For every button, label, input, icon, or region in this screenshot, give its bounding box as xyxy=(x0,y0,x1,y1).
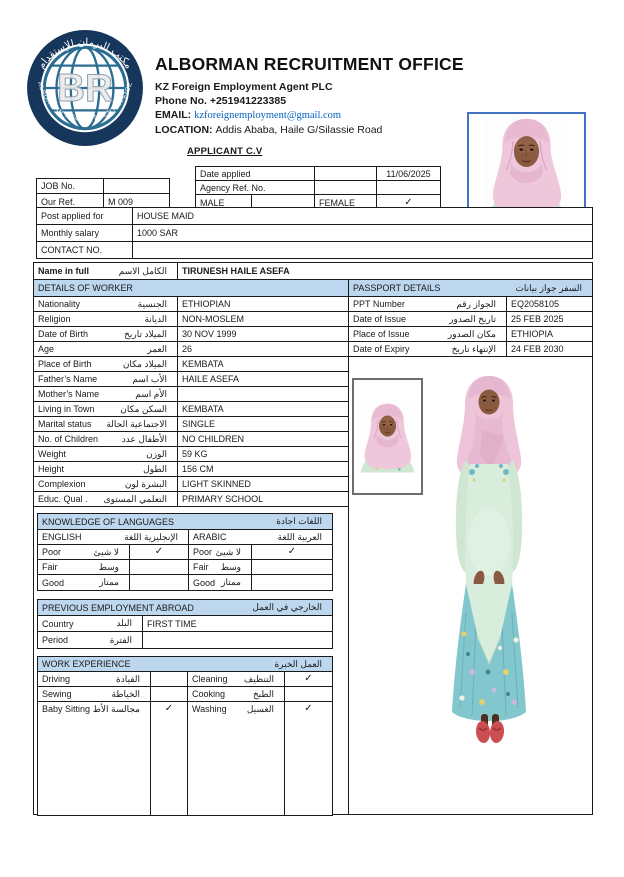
height-value: 156 CM xyxy=(177,462,348,476)
check-icon: ✓ xyxy=(287,546,297,557)
job-no-label: JOB No. xyxy=(41,181,76,191)
row-living-in-town: Living in Town السكن مكان KEMBATA xyxy=(34,402,348,417)
agent-line: KZ Foreign Employment Agent PLC xyxy=(155,81,333,93)
row-weight: Weight الوزن 59 KG xyxy=(34,447,348,462)
our-ref-value: M 009 xyxy=(103,194,169,209)
agency-ref-value xyxy=(376,181,440,194)
center-divider xyxy=(348,280,349,814)
row-date-of-expiry: Date of Expiry الإنتهاء تاريخ 24 FEB 2030 xyxy=(349,342,592,357)
row-nationality: Nationality الجنسية ETHIOPIAN xyxy=(34,297,348,312)
svg-text:مكتب البرمان للإستقدام: مكتب البرمان للإستقدام xyxy=(36,37,134,72)
sewing-cooking-row: Sewing الخياطة Cooking الطبخ xyxy=(38,687,332,702)
sewing-checkbox xyxy=(150,687,187,701)
full-body-photo xyxy=(442,372,536,746)
job-no-value xyxy=(103,179,169,193)
row-complexion: Complexion البشرة لون LIGHT SKINNED xyxy=(34,477,348,492)
svg-text:BR: BR xyxy=(57,67,113,111)
period-value xyxy=(142,632,332,648)
good-row: Good ممتاز Good ممتاز xyxy=(38,575,332,590)
agency-ref-row xyxy=(196,181,440,195)
check-icon: ✓ xyxy=(404,196,413,208)
no-of-children-value: NO CHILDREN xyxy=(177,432,348,446)
poor-row: Poor لا شيئ ✓ Poor لا شيئ ✓ xyxy=(38,545,332,560)
row-religion: Religion الديانة NON-MOSLEM xyxy=(34,312,348,327)
post-label: Post applied for xyxy=(41,211,104,221)
english-header: ENGLISH الإنجليزية اللغة xyxy=(42,531,178,542)
previous-employment-header: PREVIOUS EMPLOYMENT ABROAD الخارجي في العمل xyxy=(38,600,332,616)
fair-row: Fair وسط Fair وسط xyxy=(38,560,332,575)
post-value: HOUSE MAID xyxy=(132,208,592,224)
cleaning-checkbox xyxy=(284,672,332,686)
section-header-band xyxy=(34,280,592,297)
agency-ref-label: Agency Ref. No. xyxy=(200,182,266,193)
date-of-issue-value: 25 FEB 2025 xyxy=(506,312,592,326)
row-height: Height الطول 156 CM xyxy=(34,462,348,477)
living-in-town-value: KEMBATA xyxy=(177,402,348,416)
contact-row xyxy=(37,242,592,258)
english-poor-checkbox xyxy=(129,545,188,559)
country-value: FIRST TIME xyxy=(142,616,332,631)
name-value: TIRUNESH HAILE ASEFA xyxy=(177,263,592,279)
driving-checkbox xyxy=(150,672,187,686)
page-title: APPLICANT C.V xyxy=(187,146,263,157)
previous-employment-table xyxy=(37,599,333,649)
phone-line: Phone No. +251941223385 xyxy=(155,94,287,107)
marital-status-value: SINGLE xyxy=(177,417,348,431)
email-link[interactable]: kzforeignemployment@gmail.com xyxy=(194,110,342,121)
religion-value: NON-MOSLEM xyxy=(177,312,348,326)
globe-br-logo-icon xyxy=(24,27,146,149)
job-ref-table xyxy=(36,178,170,210)
row-ppt-number: PPT Number الجواز رقم EQ2058105 xyxy=(349,297,592,312)
job-no-row xyxy=(37,179,169,194)
location-value: Addis Ababa, Haile G/Silassie Road xyxy=(215,124,383,136)
arabic-header: ARABIC العربية اللغة xyxy=(188,530,332,544)
date-gender-table xyxy=(195,166,441,211)
nationality-value: ETHIOPIAN xyxy=(177,297,348,311)
post-row xyxy=(37,208,592,225)
date-of-birth-value: 30 NOV 1999 xyxy=(177,327,348,341)
applicant-photo xyxy=(467,112,586,222)
passport-table xyxy=(349,297,592,357)
post-table xyxy=(36,207,593,259)
row-place-of-issue: Place of Issue مكان الصدور ETHIOPIA xyxy=(349,327,592,342)
arabic-fair-checkbox xyxy=(251,560,332,574)
arabic-poor-checkbox xyxy=(251,545,332,559)
row-mothers-name: Mother’s Name الأم اسم xyxy=(34,387,348,402)
empty-cell xyxy=(314,167,376,180)
washing-checkbox xyxy=(284,702,332,815)
check-icon: ✓ xyxy=(164,703,174,714)
row-marital-status: Marital status الاجتماعية الحالة SINGLE xyxy=(34,417,348,432)
arabic-good-checkbox xyxy=(251,575,332,590)
row-date-of-issue: Date of Issue تاريخ الصدور 25 FEB 2025 xyxy=(349,312,592,327)
location-label: LOCATION: xyxy=(155,124,213,136)
work-experience-table xyxy=(37,656,333,816)
weight-value: 59 KG xyxy=(177,447,348,461)
salary-label: Monthly salary xyxy=(41,228,100,238)
fathers-name-value: HAILE ASEFA xyxy=(177,372,348,386)
period-row: Period الفترة xyxy=(38,632,332,648)
email-label: EMAIL: xyxy=(155,109,192,121)
languages-header: KNOWLEDGE OF LANGUAGES اللغات اجادة xyxy=(38,514,332,530)
small-photo xyxy=(352,378,423,495)
female-label: FEMALE xyxy=(314,195,376,210)
date-applied-label: Date applied xyxy=(200,168,251,179)
row-age: Age العمر 26 xyxy=(34,342,348,357)
svg-text:ALBORMAN RECRUITMENT OFFICE: ALBORMAN RECRUITMENT OFFICE xyxy=(36,81,134,123)
place-of-birth-value: KEMBATA xyxy=(177,357,348,371)
row-no-of-children: No. of Children الأطفال عدد NO CHILDREN xyxy=(34,432,348,447)
our-ref-label: Our Ref. xyxy=(41,196,76,207)
english-fair-checkbox xyxy=(129,560,188,574)
work-experience-header: WORK EXPERIENCE العمل الخبرة xyxy=(38,657,332,672)
languages-table xyxy=(37,513,333,591)
company-logo xyxy=(24,27,146,149)
male-label: MALE xyxy=(200,197,225,208)
educ-qual-value: PRIMARY SCHOOL xyxy=(177,492,348,506)
date-of-expiry-value: 24 FEB 2030 xyxy=(506,342,592,356)
salary-row xyxy=(37,225,592,242)
worker-details-table xyxy=(34,297,348,507)
check-icon: ✓ xyxy=(304,673,313,684)
country-row: Country البلد FIRST TIME xyxy=(38,616,332,632)
row-fathers-name: Father’s Name الأب اسم HAILE ASEFA xyxy=(34,372,348,387)
name-row xyxy=(34,263,592,280)
age-value: 26 xyxy=(177,342,348,356)
check-icon: ✓ xyxy=(154,546,164,557)
row-date-of-birth: Date of Birth الميلاد تاريخ 30 NOV 1999 xyxy=(34,327,348,342)
org-name: ALBORMAN RECRUITMENT OFFICE xyxy=(155,54,464,74)
language-names-row xyxy=(38,530,332,545)
name-label: Name in full الكامل الاسم xyxy=(38,265,167,276)
mothers-name-value xyxy=(177,387,348,401)
row-place-of-birth: Place of Birth الميلاد مكان KEMBATA xyxy=(34,357,348,372)
english-good-checkbox xyxy=(129,575,188,590)
contact-value xyxy=(132,242,592,258)
complexion-value: LIGHT SKINNED xyxy=(177,477,348,491)
date-applied-row xyxy=(196,167,440,181)
details-of-worker-header: DETAILS OF WORKER xyxy=(34,280,348,296)
contact-label: CONTACT NO. xyxy=(41,245,103,255)
row-educ-qual: Educ. Qual . التعلمي المستوى PRIMARY SCHOOL xyxy=(34,492,348,507)
babysitting-checkbox xyxy=(150,702,187,815)
driving-cleaning-row: Driving القيادة Cleaning التنظيف ✓ xyxy=(38,672,332,687)
place-of-issue-value: ETHIOPIA xyxy=(506,327,592,341)
babysitting-washing-row: Baby Sitting مجالسة الأط ✓ Washing الغسيل ✓ xyxy=(38,702,332,815)
cooking-checkbox xyxy=(284,687,332,701)
date-applied-value: 11/06/2025 xyxy=(376,167,440,180)
salary-value: 1000 SAR xyxy=(132,225,592,241)
passport-details-header: PASSPORT DETAILS السفر جواز بيانات xyxy=(348,280,592,296)
ppt-number-value: EQ2058105 xyxy=(506,297,592,311)
check-icon: ✓ xyxy=(304,703,313,714)
empty-cell xyxy=(314,181,376,194)
